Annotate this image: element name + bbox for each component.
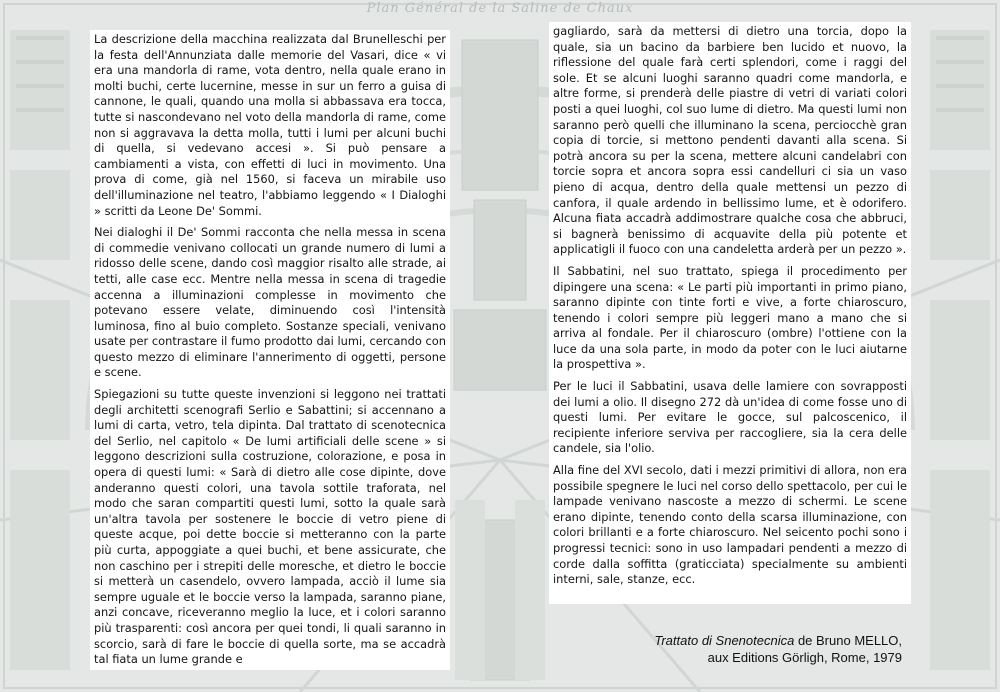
- left-paragraph-1: La descrizione della macchina realizzata dal Brunelleschi per la festa dell'Annunziata dalle memorie del Vasari, dice « vi era una mandorla di rame, vota dentro, nella quale erano in molti buchi, certe lucernine, messe in sur un ferro a guisa di cannone, le quali, quando una molla si abbassava era tocca, tutte si nascondevano nel voto della mandorla di rame, come non si aggravava la detta molla, tutti i lumi per alcuni buchi di quella, si vedevano accesi ». Si può pensare a cambiamenti a vista, con effetti di luci in movimento. Una prova di come, già nel 1560, si faceva un mirabile uso dell'illuminazione nel teatro, l'abbiamo leggendo « I Dialoghi » scritti da Leone De' Sommi.: [94, 32, 446, 218]
- credit-line-1: [654, 632, 902, 649]
- left-paragraph-3: Spiegazioni su tutte queste invenzioni si leggono nei trattati degli architetti scenografi Serlio e Sabattini; si accennano a lumi di carta, vetro, tela dipinta. Dal trattato di scenotecnica del Serlio, nel capitolo « De lumi artificiali delle scene » si leggono descrizioni sulla costruzione, colorazione, e posa in opera di questi lumi: « Sarà di dietro alle cose dipinte, dove anderanno questi colori, una tavola sottile traforata, nel modo che saran compartiti questi lumi, sotto la quale sarà un'altra tavola per sostenere le boccie di vetro piene di queste acque, poi dette boccie si metteranno con la parte più curta, appoggiate a quei buchi, et bene assicurate, che non caschino per i strepiti delle moresche, et dietro le boccie si metterà un casendelo, ovvero lampada, acciò il lume sia sempre uguale et le boccie verso la lampada, saranno piane, anzi concave, riceveranno meglio la luce, et i colori saranno più trasparenti: così ancora per quei tondi, li quali saranno in scorcio, sarà di fare le boccie di quella sorte, ma se accadrà tal fiata un lume grande e: [94, 387, 446, 667]
- right-paragraph-3: Per le luci il Sabbatini, usava delle lamiere con sovrapposti dei lumi a olio. Il disegno 272 dà un'idea di come fosse uno di questi lumi. Per evitare le gocce, sul palcoscenico, il recipiente inferiore serviva per raccogliere, sia la cera delle candele, sia l'olio.: [553, 379, 907, 456]
- left-text-column: [90, 30, 450, 670]
- source-credit: [654, 632, 902, 666]
- right-text-column: [549, 22, 911, 604]
- right-paragraph-1: gagliardo, sarà da mettersi di dietro una torcia, dopo la quale, sia un bacino da barbiere ben lucido et nuovo, la riflessione del quale farà certi splendori, come i raggi del sole. Et se alcuni luoghi saranno quadri come mandorla, e altre forme, si prenderà delle piastre di vetri di variati colori posti a quei luoghi, col suo lume di dietro. Ma questi lumi non saranno però quelli che illuminano la scena, perciocchè gran copia di torcie, si mettono pendenti davanti alla scena. Si potrà ancora su per la scena, mettere alcuni candelabri con torcie sopra et ancora sopra essi candelluri ci sia un vaso pieno di acqua, dentro della quale mettensi un pezzo di canfora, il quale ardendo in bellissimo lume, et è odorifero. Alcuna fiata accadrà addimostrare qualche cosa che abbruci, si bagnerà benissimo di acquavite della più potente et applicatigli il fuoco con una candeletta arderà per un pezzo ».: [553, 24, 907, 257]
- right-paragraph-2: Il Sabbatini, nel suo trattato, spiega il procedimento per dipingere una scena: « Le parti più importanti in primo piano, saranno dipinte con tinte forti e vive, a forte chiaroscuro, tenendo i colori sempre più leggeri mano a mano che si arriva al fondale. Per il chiaroscuro (ombre) l'ottiene con la luce da una sola parte, in modo da poter con le luci aiutarne la prospettiva ».: [553, 263, 907, 372]
- credit-author: de Bruno MELLO,: [794, 633, 902, 648]
- left-paragraph-2: Nei dialoghi il De' Sommi racconta che nella messa in scena di commedie venivano collocati un grande numero di lumi a ridosso delle scene, dando così maggior risalto alle strade, ai tetti, alle case ecc. Mentre nella messa in scena di tragedie accenna a illuminazioni complesse in movimento che potevano essere velate, diminuendo così l'intensità luminosa, fino al buio completo. Sostanze speciali, venivano usate per contrastare il fumo prodotto dai lumi, cercando con questo mezzo di eliminare l'annerimento di oggetti, persone e scene.: [94, 225, 446, 380]
- credit-line-2: aux Editions Görligh, Rome, 1979: [707, 650, 902, 665]
- plan-title: Plan Général de la Saline de Chaux: [366, 1, 634, 16]
- credit-book-title: Trattato di Snenotecnica: [654, 633, 795, 648]
- right-paragraph-4: Alla fine del XVI secolo, dati i mezzi primitivi di allora, non era possibile spegnere le luci nel corso dello spettacolo, per cui le lampade venivano nascoste a mezzo di schermi. Le scene erano dipinte, tenendo conto della scarsa illuminazione, con colori brillanti e a forte chiaroscuro. Nel seicento pochi sono i progressi tecnici: sono in uso lampadari pendenti a mezzo di corde dalla soffitta (graticciata) specialmente su ambienti interni, sale, stanze, ecc.: [553, 463, 907, 587]
